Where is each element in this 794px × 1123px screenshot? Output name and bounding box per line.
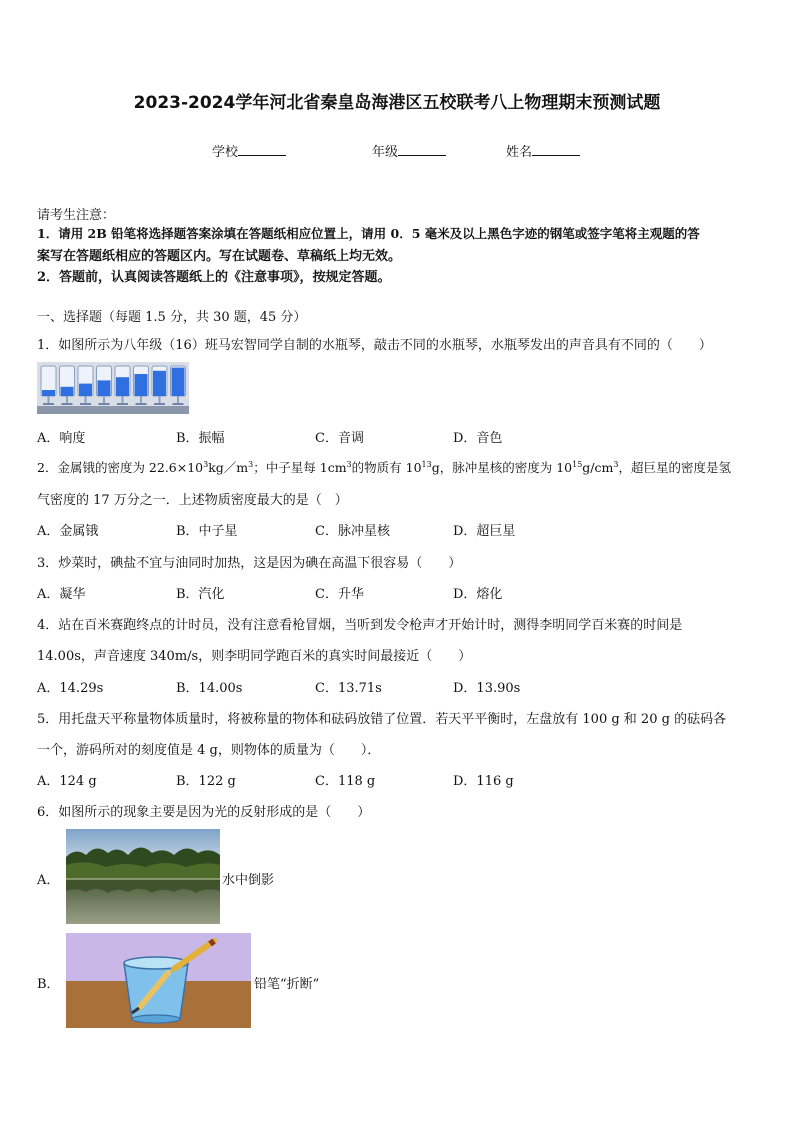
- q4-option-b[interactable]: B．14.00s: [176, 681, 243, 696]
- q5-option-c[interactable]: C．118 g: [315, 774, 376, 789]
- q4-option-c[interactable]: C．13.71s: [315, 681, 382, 696]
- q5-stem-line1: 5．用托盘天平称量物体质量时，将被称量的物体和砝码放错了位置．若天平平衡时，左盘放有 100 g 和 20 g 的砝码各: [37, 712, 727, 727]
- q1-option-d[interactable]: D．音色: [453, 431, 503, 446]
- q2-stem-line1: 2．金属锇的密度为 $22.6\times 10^3kg/m^3$；中子星每 $1cm^3$的物质有 $10^{13}g$，脉冲星核的密度为 $10^{15}g/cm^3$，超巨星的密度是氢: [37, 459, 731, 475]
- q2-option-c[interactable]: C．脉冲星核: [315, 524, 390, 539]
- q5-option-b[interactable]: B．122 g: [176, 774, 236, 789]
- section-heading: 一、选择题（每题 1.5 分，共 30 题，45 分）: [37, 310, 307, 325]
- q1-stem: 1．如图所示为八年级（16）班马宏智同学自制的水瓶琴，敲击不同的水瓶琴，水瓶琴发出的声音具有不同的（ ）: [37, 338, 712, 353]
- name-blank[interactable]: [532, 143, 580, 156]
- q4-option-d[interactable]: D．13.90s: [453, 681, 521, 696]
- q2-option-a[interactable]: A．金属锇: [37, 524, 99, 539]
- school-blank[interactable]: [238, 143, 286, 156]
- grade-field: [372, 141, 446, 160]
- q6-stem: 6．如图所示的现象主要是因为光的反射形成的是（ ）: [37, 805, 371, 820]
- glass-water: [135, 374, 148, 396]
- glass-stem: [159, 396, 161, 404]
- glass-stem: [122, 396, 124, 404]
- glass-base: [80, 403, 91, 405]
- grade-blank[interactable]: [398, 143, 446, 156]
- notice-item1-line2: 案写在答题纸相应的答题区内。写在试题卷、草稿纸上均无效。: [37, 249, 402, 264]
- q4-option-a[interactable]: A．14.29s: [37, 681, 104, 696]
- glass-base: [173, 403, 184, 405]
- q3-option-b[interactable]: B．汽化: [176, 587, 225, 602]
- grade-label: 年级: [372, 145, 399, 160]
- glass-base: [62, 403, 73, 405]
- glass-stem: [177, 396, 179, 404]
- name-field: [506, 141, 580, 160]
- glass-base: [154, 403, 165, 405]
- q2-option-b[interactable]: B．中子星: [176, 524, 238, 539]
- q6-option-b-caption: 铅笔“折断”: [254, 977, 320, 992]
- q6-option-a-caption: 水中倒影: [222, 873, 275, 888]
- q1-option-c[interactable]: C．音调: [315, 431, 364, 446]
- q3-stem: 3．炒菜时，碘盐不宜与油同时加热，这是因为碘在高温下很容易（ ）: [37, 556, 462, 571]
- school-field: [212, 141, 286, 160]
- q3-option-d[interactable]: D．熔化: [453, 587, 503, 602]
- exam-title: 2023-2024学年河北省秦皇岛海港区五校联考八上物理期末预测试题: [133, 93, 661, 113]
- notice-item1-line1: 1．请用 2B 铅笔将选择题答案涂填在答题纸相应位置上，请用 0．5 毫米及以上黑色字迹的钢笔或签字笔将主观题的答: [37, 226, 700, 241]
- glass-water: [153, 371, 166, 396]
- glass-water: [116, 377, 129, 396]
- glass-base: [136, 403, 147, 405]
- q6-option-a-label[interactable]: A．: [37, 873, 60, 888]
- q3-option-a[interactable]: A．凝华: [37, 587, 86, 602]
- glass-base: [99, 403, 110, 405]
- q4-stem-line2: 14.00s，声音速度 340m/s，则李明同学跑百米的真实时间最接近（ ）: [37, 649, 472, 664]
- school-label: 学校: [212, 145, 239, 160]
- q5-option-d[interactable]: D．116 g: [453, 774, 514, 789]
- q4-stem-line1: 4．站在百米赛跑终点的计时员，没有注意看枪冒烟，当听到发令枪声才开始计时，测得李明同学百米赛的时间是: [37, 618, 683, 633]
- glass-stem: [48, 396, 50, 404]
- notice-item2: 2．答题前，认真阅读答题纸上的《注意事项》，按规定答题。: [37, 270, 391, 285]
- notice-heading: 请考生注意：: [37, 208, 116, 223]
- glass-water: [61, 387, 74, 396]
- glass-water: [98, 380, 111, 396]
- q6-option-b-label[interactable]: B．: [37, 977, 60, 992]
- q3-option-c[interactable]: C．升华: [315, 587, 364, 602]
- glass-stem: [85, 396, 87, 404]
- q2-option-d[interactable]: D．超巨星: [453, 524, 516, 539]
- water-bottle-xylophone-image: [37, 362, 189, 414]
- q1-option-b[interactable]: B．振幅: [176, 431, 225, 446]
- pencil-in-water-image: [66, 933, 251, 1028]
- glass-stem: [140, 396, 142, 404]
- glass-water: [172, 368, 185, 396]
- glass-base: [43, 403, 54, 405]
- glass-water: [79, 384, 92, 396]
- glass-stem: [103, 396, 105, 404]
- name-label: 姓名: [506, 145, 533, 160]
- glass-base: [117, 403, 128, 405]
- glass-water: [42, 390, 55, 396]
- q5-option-a[interactable]: A．124 g: [37, 774, 97, 789]
- q2-stem-line2: 气密度的 17 万分之一．上述物质密度最大的是（ ）: [37, 493, 348, 508]
- lake-reflection-image: [66, 829, 220, 924]
- q1-option-a[interactable]: A．响度: [37, 431, 86, 446]
- q5-stem-line2: 一个，游码所对的刻度值是 4 g，则物体的质量为（ ）．: [37, 743, 381, 758]
- glass-stem: [66, 396, 68, 404]
